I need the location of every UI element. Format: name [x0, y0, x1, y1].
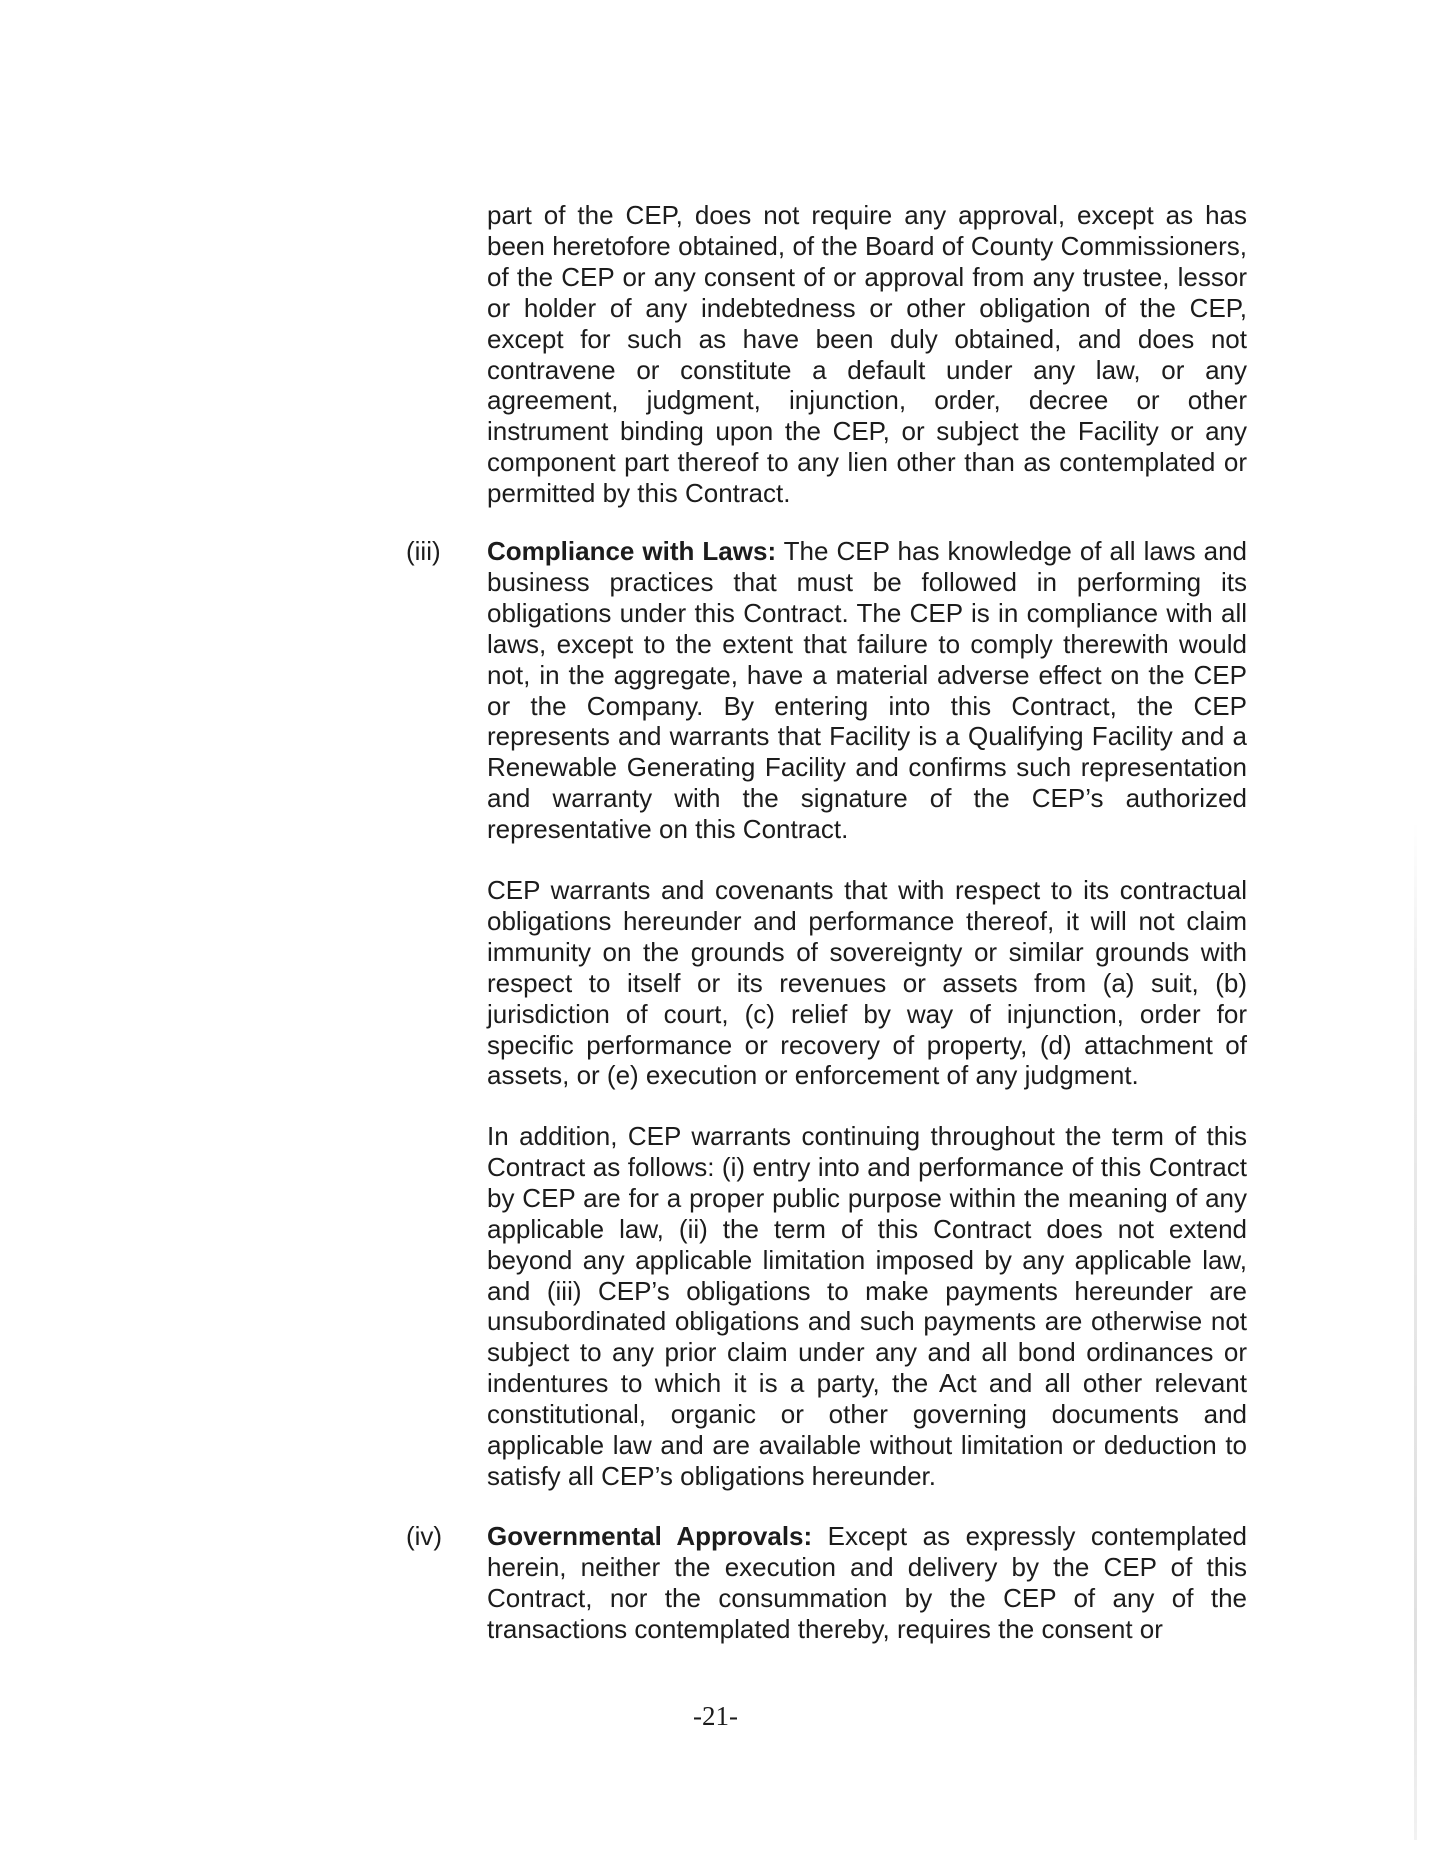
section-iv-heading: Governmental Approvals: — [487, 1521, 813, 1551]
section-iii-immunity-paragraph: CEP warrants and covenants that with respect to its contractual obligations hereunder and performance thereof, it will not claim immunity on the grounds of sovereignty or similar grounds with respect to itself or its revenues or assets from (a) suit, (b) jurisdiction of court, (c) relief by way of injunction, order for specific performance or recovery of property, (d) attachment of assets, or (e) execution or enforcement of any judgment. — [487, 875, 1247, 1091]
section-iii-text: The CEP has knowledge of all laws and business practices that must be followed in performing its obligations under this Contract. The CEP is in compliance with all laws, except to the extent that failure to comply therewith would not, in the aggregate, have a material adverse effect on the CEP or the Company. By entering into this Contract, the CEP represents and warrants that Facility is a Qualifying Facility and a Renewable Generating Facility and confirms such representation and warranty with the signature of the CEP’s authorized representative on this Contract. — [487, 536, 1247, 845]
scan-shadow-edge — [1414, 820, 1417, 1840]
section-iv-paragraph — [487, 1521, 1247, 1645]
section-iii-paragraph — [487, 536, 1247, 845]
section-marker-iii: (iii) — [406, 536, 441, 566]
page-number: -21- — [693, 1701, 738, 1731]
section-marker-iv: (iv) — [406, 1521, 443, 1551]
section-iii-warranty-paragraph: In addition, CEP warrants continuing throughout the term of this Contract as follows: (i) entry into and performance of this Contract by CEP are for a proper public purpose within the meaning of any applicable law, (ii) the term of this Contract does not extend beyond any applicable limitation imposed by any applicable law, and (iii) CEP’s obligations to make payments hereunder are unsubordinated obligations and such payments are otherwise not subject to any prior claim under any and all bond ordinances or indentures to which it is a party, the Act and all other relevant constitutional, organic or other governing documents and applicable law and are available without limitation or deduction to satisfy all CEP’s obligations hereunder. — [487, 1121, 1247, 1491]
continuation-paragraph: part of the CEP, does not require any approval, except as has been heretofore obtained, of the Board of County Commissioners, of the CEP or any consent of or approval from any trustee, lessor or holder of any indebtedness or other obligation of the CEP, except for such as have been duly obtained, and does not contravene or constitute a default under any law, or any agreement, judgment, injunction, order, decree or other instrument binding upon the CEP, or subject the Facility or any component part thereof to any lien other than as contemplated or permitted by this Contract. — [487, 200, 1247, 509]
section-iii-heading: Compliance with Laws: — [487, 536, 777, 566]
section-iv-text: Except as expressly contemplated herein, neither the execution and delivery by the CEP of this Contract, nor the consummation by the CEP of any of the transactions contemplated thereby, requires the consent or — [487, 1521, 1248, 1644]
